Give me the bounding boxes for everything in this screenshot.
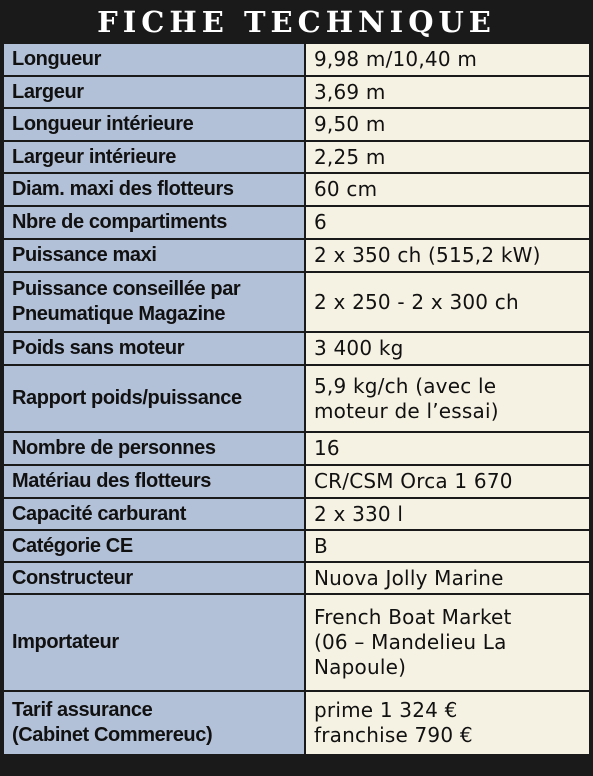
row-value-puissance-maxi: 2 x 350 ch (515,2 kW): [305, 239, 590, 272]
row-value-importateur: French Boat Market (06 – Mandelieu La Napoule): [305, 594, 590, 691]
spec-table: [2, 42, 591, 756]
row-value-rapport-poids-puissance: 5,9 kg/ch (avec le moteur de l’essai): [305, 365, 590, 432]
table-row: [3, 173, 590, 206]
row-label-materiau: Matériau des flotteurs: [3, 465, 305, 498]
table-row: [3, 272, 590, 332]
table-row: [3, 498, 590, 530]
table-row: [3, 365, 590, 432]
table-row: [3, 76, 590, 108]
table-row: [3, 691, 590, 755]
row-value-tarif-assurance: prime 1 324 € franchise 790 €: [305, 691, 590, 755]
row-value-carburant: 2 x 330 l: [305, 498, 590, 530]
row-label-largeur: Largeur: [3, 76, 305, 108]
table-row: [3, 239, 590, 272]
row-label-rapport-poids-puissance: Rapport poids/puissance: [3, 365, 305, 432]
table-row: [3, 108, 590, 141]
table-row: [3, 530, 590, 562]
row-value-materiau: CR/CSM Orca 1 670: [305, 465, 590, 498]
row-value-largeur: 3,69 m: [305, 76, 590, 108]
row-label-longueur: Longueur: [3, 43, 305, 76]
table-row: [3, 141, 590, 173]
sheet-title: FICHE TECHNIQUE: [97, 5, 496, 39]
row-label-puissance-conseillee: Puissance conseillée par Pneumatique Magazine: [3, 272, 305, 332]
row-label-puissance-maxi: Puissance maxi: [3, 239, 305, 272]
table-row: [3, 562, 590, 594]
row-value-longueur-interieure: 9,50 m: [305, 108, 590, 141]
row-label-personnes: Nombre de personnes: [3, 432, 305, 465]
table-row: [3, 465, 590, 498]
row-label-poids: Poids sans moteur: [3, 332, 305, 365]
table-row: [3, 332, 590, 365]
row-value-constructeur: Nuova Jolly Marine: [305, 562, 590, 594]
row-value-compartiments: 6: [305, 206, 590, 239]
row-label-constructeur: Constructeur: [3, 562, 305, 594]
row-label-carburant: Capacité carburant: [3, 498, 305, 530]
row-value-poids: 3 400 kg: [305, 332, 590, 365]
row-value-diametre-flotteurs: 60 cm: [305, 173, 590, 206]
row-label-largeur-interieure: Largeur intérieure: [3, 141, 305, 173]
row-label-categorie-ce: Catégorie CE: [3, 530, 305, 562]
table-row: [3, 43, 590, 76]
table-row: [3, 594, 590, 691]
row-value-categorie-ce: B: [305, 530, 590, 562]
row-label-tarif-assurance: Tarif assurance (Cabinet Commereuc): [3, 691, 305, 755]
row-label-diametre-flotteurs: Diam. maxi des flotteurs: [3, 173, 305, 206]
row-value-longueur: 9,98 m/10,40 m: [305, 43, 590, 76]
row-label-importateur: Importateur: [3, 594, 305, 691]
table-row: [3, 432, 590, 465]
row-value-largeur-interieure: 2,25 m: [305, 141, 590, 173]
row-value-personnes: 16: [305, 432, 590, 465]
table-row: [3, 206, 590, 239]
row-label-compartiments: Nbre de compartiments: [3, 206, 305, 239]
row-value-puissance-conseillee: 2 x 250 - 2 x 300 ch: [305, 272, 590, 332]
row-label-longueur-interieure: Longueur intérieure: [3, 108, 305, 141]
